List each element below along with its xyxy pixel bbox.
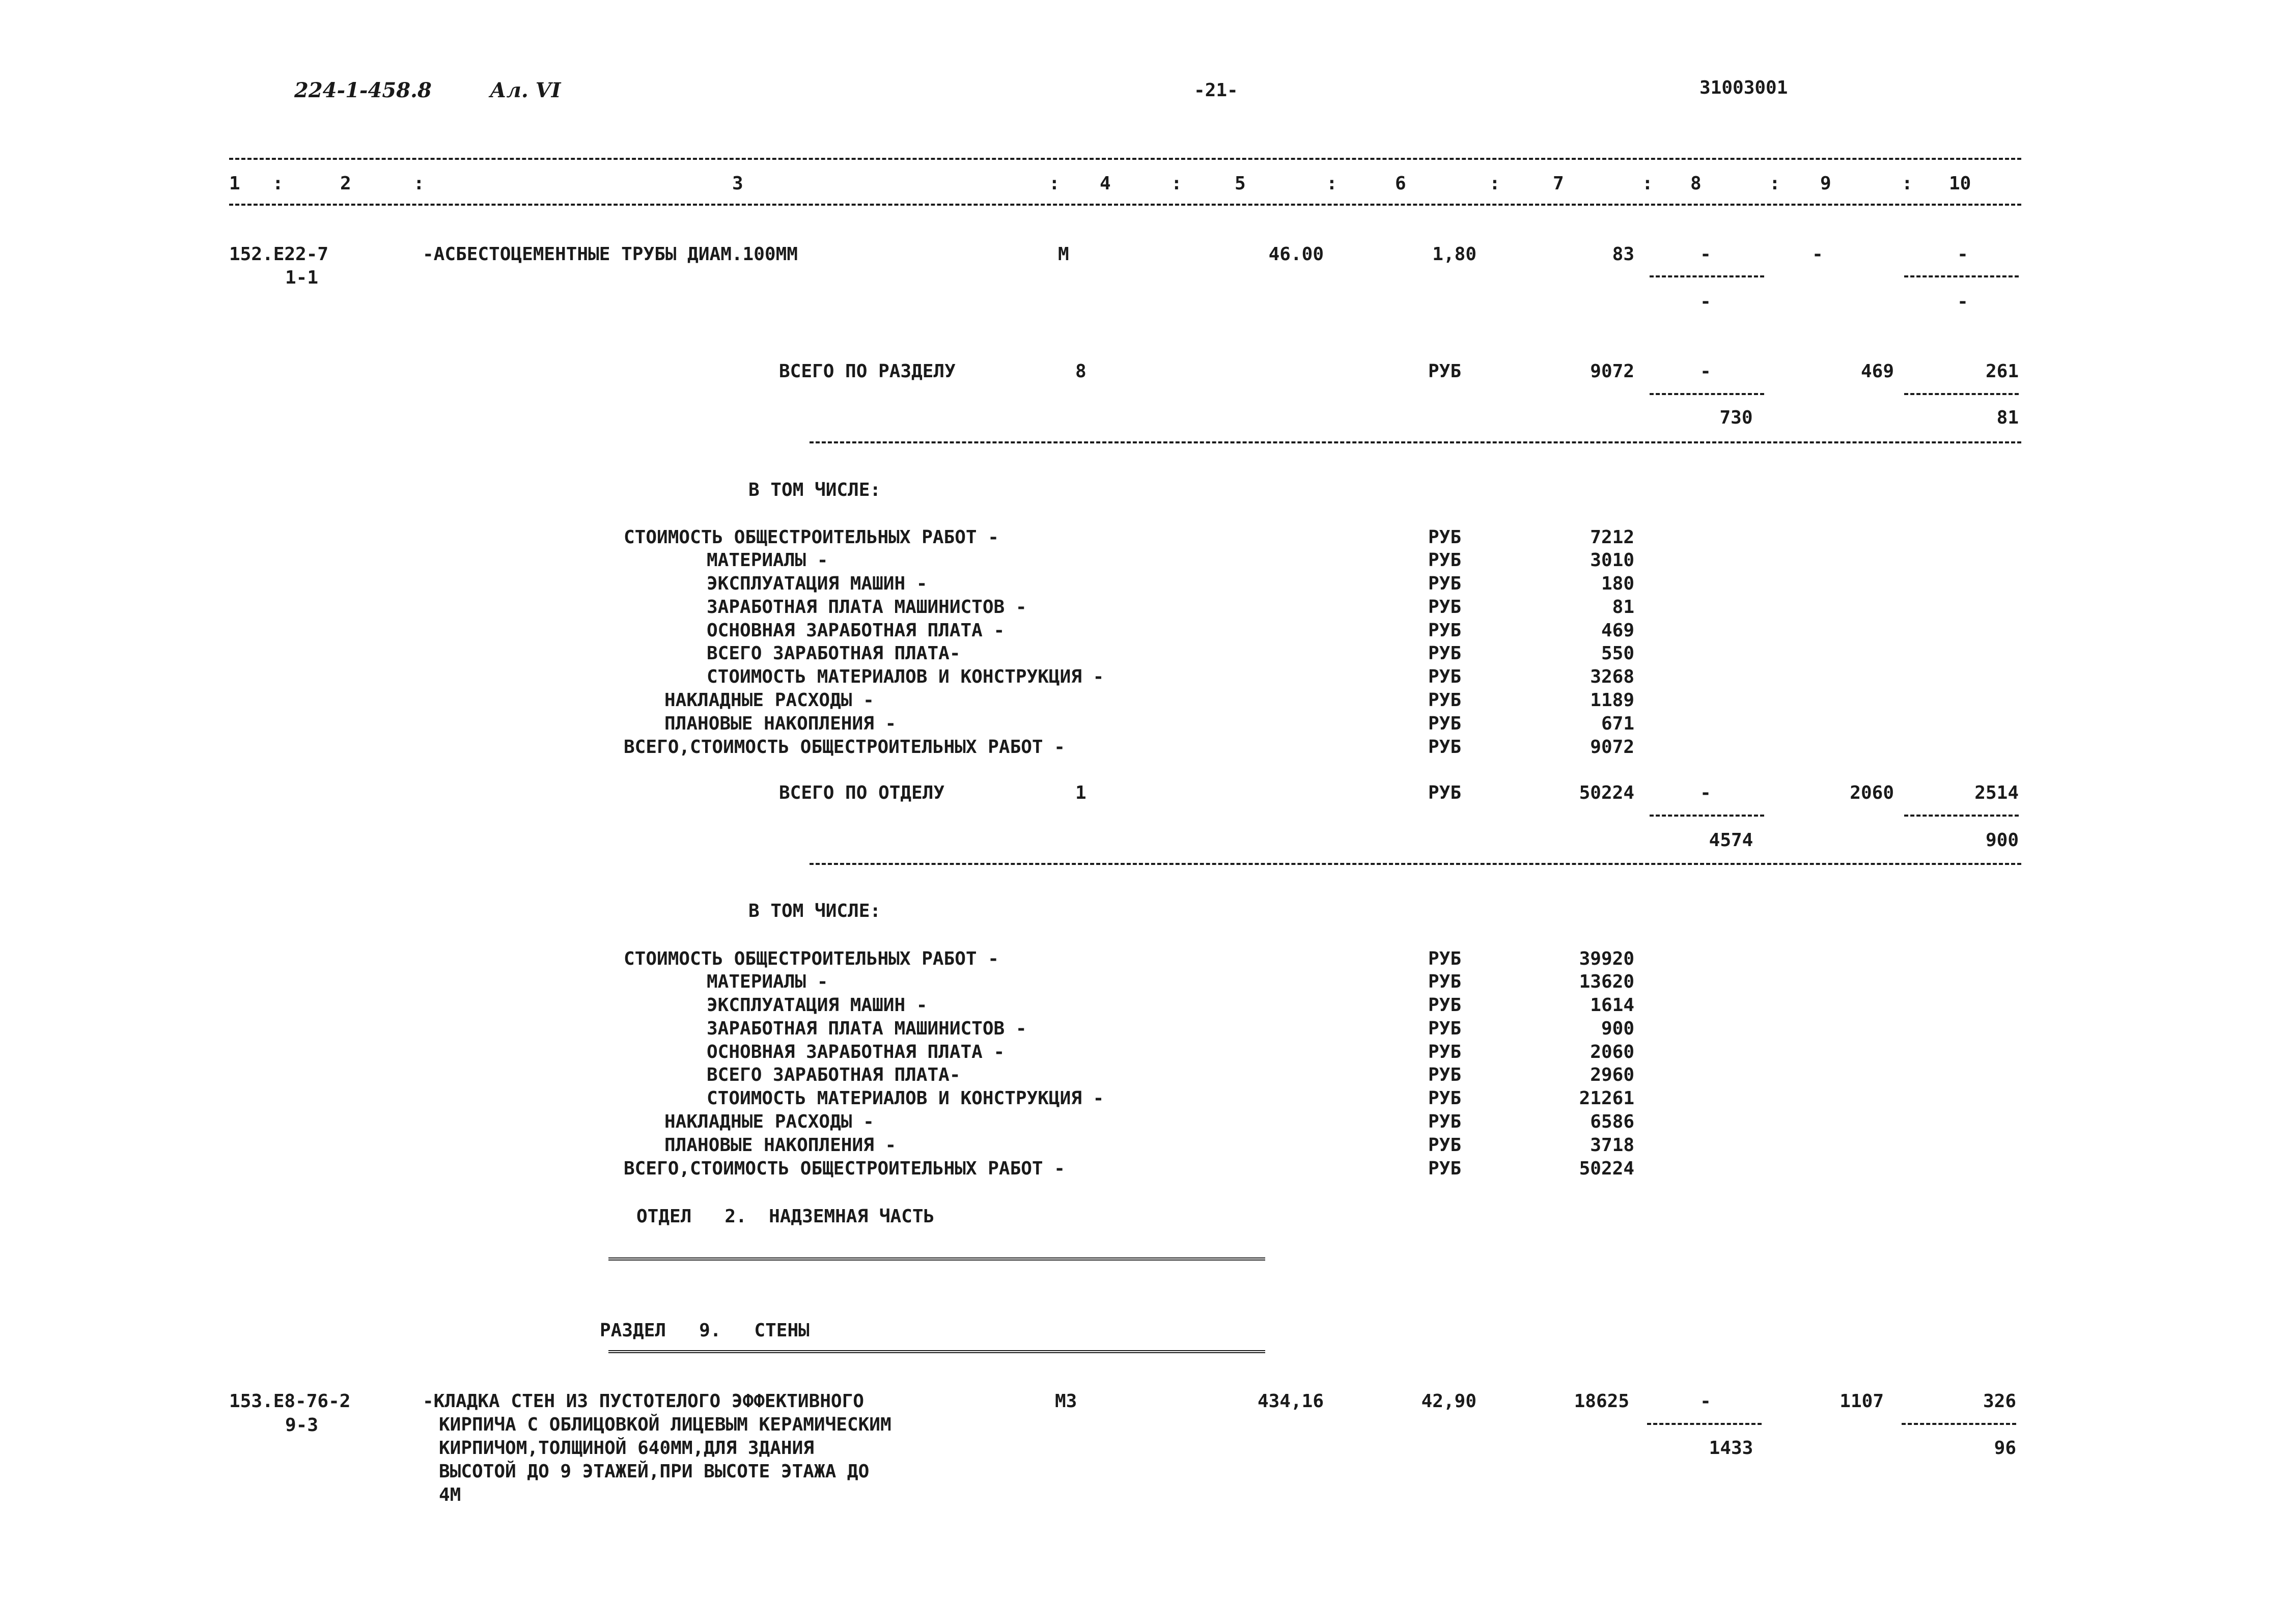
item-name-line: 4М bbox=[439, 1485, 461, 1505]
breakdown-unit: РУБ bbox=[1428, 573, 1462, 594]
breakdown-value: 9072 bbox=[1590, 737, 1634, 758]
column-separator: : bbox=[1769, 173, 1780, 194]
item-subcode: 9-3 bbox=[285, 1415, 319, 1436]
total-label: ВСЕГО ПО РАЗДЕЛУ bbox=[779, 361, 956, 382]
item-name: -АСБЕСТОЦЕМЕНТНЫЕ ТРУБЫ ДИАМ.100ММ bbox=[423, 244, 798, 265]
breakdown-value: 13620 bbox=[1579, 971, 1634, 992]
item-name-line: ВЫСОТОЙ ДО 9 ЭТАЖЕЙ,ПРИ ВЫСОТЕ ЭТАЖА ДО bbox=[439, 1461, 870, 1482]
breakdown-value: 21261 bbox=[1579, 1088, 1634, 1109]
total-number: 8 bbox=[1075, 361, 1086, 382]
breakdown-unit: РУБ bbox=[1428, 971, 1462, 992]
document-number: 31003001 bbox=[1699, 77, 1788, 98]
item-col8: - bbox=[1700, 244, 1711, 265]
total-col10-lower: 81 bbox=[1996, 407, 2019, 428]
breakdown-heading: В ТОМ ЧИСЛЕ: bbox=[748, 901, 881, 921]
item-name-line: КИРПИЧОМ,ТОЛЩИНОЙ 640ММ,ДЛЯ ЗДАНИЯ bbox=[439, 1438, 814, 1459]
breakdown-unit: РУБ bbox=[1428, 620, 1462, 641]
col10-divider bbox=[1902, 1423, 2016, 1425]
breakdown-value: 180 bbox=[1601, 573, 1634, 594]
col8-divider bbox=[1650, 815, 1764, 817]
breakdown-label: ЭКСПЛУАТАЦИЯ МАШИН - bbox=[707, 573, 928, 594]
item-name-line: КИРПИЧА С ОБЛИЦОВКОЙ ЛИЦЕВЫМ КЕРАМИЧЕСКИМ bbox=[439, 1414, 891, 1435]
breakdown-label: СТОИМОСТЬ МАТЕРИАЛОВ И КОНСТРУКЦИЯ - bbox=[707, 1088, 1104, 1109]
total-col10: 261 bbox=[1985, 361, 2019, 382]
item-total: 18625 bbox=[1574, 1391, 1629, 1412]
column-separator: : bbox=[1902, 173, 1913, 194]
breakdown-label: НАКЛАДНЫЕ РАСХОДЫ - bbox=[664, 690, 874, 711]
total-value: 50224 bbox=[1579, 782, 1634, 803]
item-col8-lower: - bbox=[1700, 291, 1711, 312]
breakdown-value: 1614 bbox=[1590, 995, 1634, 1016]
breakdown-value: 3010 bbox=[1590, 550, 1634, 571]
total-col8: - bbox=[1700, 782, 1711, 803]
page-number: -21- bbox=[1194, 80, 1238, 101]
total-col8-lower: 4574 bbox=[1709, 830, 1753, 851]
total-col9: 469 bbox=[1860, 361, 1894, 382]
breakdown-label: ВСЕГО,СТОИМОСТЬ ОБЩЕСТРОИТЕЛЬНЫХ РАБОТ - bbox=[624, 737, 1065, 758]
item-code: 153.Е8-76-2 bbox=[229, 1391, 351, 1412]
breakdown-label: ВСЕГО,СТОИМОСТЬ ОБЩЕСТРОИТЕЛЬНЫХ РАБОТ - bbox=[624, 1158, 1065, 1179]
item-col10: 326 bbox=[1983, 1391, 2016, 1412]
col10-divider bbox=[1904, 275, 2019, 277]
column-separator: : bbox=[1049, 173, 1060, 194]
column-separator: : bbox=[272, 173, 284, 194]
breakdown-unit: РУБ bbox=[1428, 1158, 1462, 1179]
breakdown-value: 3268 bbox=[1590, 666, 1634, 687]
header-rule-top bbox=[229, 158, 2021, 160]
document-code: 224-1-458.8 bbox=[294, 78, 432, 102]
item-col8: - bbox=[1700, 1391, 1711, 1412]
breakdown-unit: РУБ bbox=[1428, 1135, 1462, 1156]
column-separator: : bbox=[1642, 173, 1653, 194]
breakdown-label: ОСНОВНАЯ ЗАРАБОТНАЯ ПЛАТА - bbox=[707, 620, 1005, 641]
breakdown-value: 6586 bbox=[1590, 1111, 1634, 1132]
section-rule bbox=[810, 863, 2021, 865]
breakdown-value: 39920 bbox=[1579, 948, 1634, 969]
breakdown-label: МАТЕРИАЛЫ - bbox=[707, 550, 828, 571]
breakdown-heading: В ТОМ ЧИСЛЕ: bbox=[748, 480, 881, 500]
breakdown-label: ЭКСПЛУАТАЦИЯ МАШИН - bbox=[707, 995, 928, 1016]
total-number: 1 bbox=[1075, 782, 1086, 803]
column-header: 5 bbox=[1235, 173, 1246, 194]
breakdown-unit: РУБ bbox=[1428, 690, 1462, 711]
col8-divider bbox=[1650, 275, 1764, 277]
breakdown-value: 3718 bbox=[1590, 1135, 1634, 1156]
total-unit: РУБ bbox=[1428, 782, 1462, 803]
header-rule-bottom bbox=[229, 204, 2021, 206]
item-quantity: 46.00 bbox=[1268, 244, 1324, 265]
column-header: 7 bbox=[1553, 173, 1564, 194]
col10-divider bbox=[1904, 815, 2019, 817]
column-header: 8 bbox=[1690, 173, 1702, 194]
breakdown-label: ПЛАНОВЫЕ НАКОПЛЕНИЯ - bbox=[664, 1135, 897, 1156]
column-header: 10 bbox=[1949, 173, 1971, 194]
column-header: 6 bbox=[1395, 173, 1406, 194]
breakdown-unit: РУБ bbox=[1428, 597, 1462, 618]
album-number: Ал. VI bbox=[490, 78, 561, 102]
razdel-rule bbox=[608, 1350, 1265, 1353]
column-separator: : bbox=[1489, 173, 1500, 194]
breakdown-label: СТОИМОСТЬ ОБЩЕСТРОИТЕЛЬНЫХ РАБОТ - bbox=[624, 948, 999, 969]
breakdown-label: ОСНОВНАЯ ЗАРАБОТНАЯ ПЛАТА - bbox=[707, 1042, 1005, 1062]
total-col10-lower: 900 bbox=[1985, 830, 2019, 851]
breakdown-unit: РУБ bbox=[1428, 1111, 1462, 1132]
breakdown-unit: РУБ bbox=[1428, 666, 1462, 687]
col10-divider bbox=[1904, 393, 2019, 395]
total-label: ВСЕГО ПО ОТДЕЛУ bbox=[779, 782, 945, 803]
breakdown-label: ЗАРАБОТНАЯ ПЛАТА МАШИНИСТОВ - bbox=[707, 1018, 1027, 1039]
col8-divider bbox=[1647, 1423, 1762, 1425]
column-header: 9 bbox=[1820, 173, 1831, 194]
item-col10-lower: - bbox=[1957, 291, 1968, 312]
breakdown-value: 2960 bbox=[1590, 1065, 1634, 1085]
breakdown-unit: РУБ bbox=[1428, 737, 1462, 758]
item-quantity: 434,16 bbox=[1257, 1391, 1324, 1412]
breakdown-value: 2060 bbox=[1590, 1042, 1634, 1062]
item-col9: 1107 bbox=[1840, 1391, 1884, 1412]
total-col10: 2514 bbox=[1974, 782, 2019, 803]
item-unit-price: 42,90 bbox=[1421, 1391, 1476, 1412]
breakdown-value: 50224 bbox=[1579, 1158, 1634, 1179]
item-col10: - bbox=[1957, 244, 1968, 265]
otdel-heading: ОТДЕЛ 2. НАДЗЕМНАЯ ЧАСТЬ bbox=[636, 1206, 935, 1227]
breakdown-unit: РУБ bbox=[1428, 1088, 1462, 1109]
breakdown-label: ПЛАНОВЫЕ НАКОПЛЕНИЯ - bbox=[664, 713, 897, 734]
section-rule bbox=[810, 441, 2021, 443]
item-total: 83 bbox=[1612, 244, 1634, 265]
column-header: 4 bbox=[1100, 173, 1111, 194]
total-col9: 2060 bbox=[1850, 782, 1894, 803]
razdel-heading: РАЗДЕЛ 9. СТЕНЫ bbox=[600, 1320, 810, 1341]
item-subcode: 1-1 bbox=[285, 267, 319, 288]
breakdown-unit: РУБ bbox=[1428, 713, 1462, 734]
total-unit: РУБ bbox=[1428, 361, 1462, 382]
breakdown-label: СТОИМОСТЬ МАТЕРИАЛОВ И КОНСТРУКЦИЯ - bbox=[707, 666, 1104, 687]
breakdown-value: 671 bbox=[1601, 713, 1634, 734]
column-header: 3 bbox=[732, 173, 743, 194]
breakdown-value: 81 bbox=[1612, 597, 1634, 618]
item-unit: М bbox=[1058, 244, 1069, 265]
item-unit: М3 bbox=[1055, 1391, 1077, 1412]
breakdown-unit: РУБ bbox=[1428, 550, 1462, 571]
col8-divider bbox=[1650, 393, 1764, 395]
breakdown-unit: РУБ bbox=[1428, 1065, 1462, 1085]
item-col8-lower: 1433 bbox=[1709, 1438, 1753, 1459]
item-col9: - bbox=[1812, 244, 1823, 265]
item-code: 152.Е22-7 bbox=[229, 244, 329, 265]
total-col8: - bbox=[1700, 361, 1711, 382]
breakdown-label: ВСЕГО ЗАРАБОТНАЯ ПЛАТА- bbox=[707, 1065, 961, 1085]
column-header: 1 bbox=[229, 173, 240, 194]
column-header: 2 bbox=[340, 173, 351, 194]
breakdown-unit: РУБ bbox=[1428, 1018, 1462, 1039]
breakdown-label: ВСЕГО ЗАРАБОТНАЯ ПЛАТА- bbox=[707, 643, 961, 664]
breakdown-unit: РУБ bbox=[1428, 527, 1462, 548]
column-separator: : bbox=[1171, 173, 1182, 194]
item-col10-lower: 96 bbox=[1994, 1438, 2016, 1459]
otdel-rule bbox=[608, 1257, 1265, 1261]
breakdown-value: 469 bbox=[1601, 620, 1634, 641]
breakdown-value: 7212 bbox=[1590, 527, 1634, 548]
breakdown-label: ЗАРАБОТНАЯ ПЛАТА МАШИНИСТОВ - bbox=[707, 597, 1027, 618]
breakdown-unit: РУБ bbox=[1428, 948, 1462, 969]
breakdown-unit: РУБ bbox=[1428, 643, 1462, 664]
column-separator: : bbox=[1326, 173, 1337, 194]
item-name-line: -КЛАДКА СТЕН ИЗ ПУСТОТЕЛОГО ЭФФЕКТИВНОГО bbox=[423, 1391, 864, 1412]
breakdown-unit: РУБ bbox=[1428, 1042, 1462, 1062]
breakdown-label: СТОИМОСТЬ ОБЩЕСТРОИТЕЛЬНЫХ РАБОТ - bbox=[624, 527, 999, 548]
column-separator: : bbox=[413, 173, 425, 194]
item-unit-price: 1,80 bbox=[1432, 244, 1476, 265]
breakdown-unit: РУБ bbox=[1428, 995, 1462, 1016]
breakdown-value: 550 bbox=[1601, 643, 1634, 664]
breakdown-label: МАТЕРИАЛЫ - bbox=[707, 971, 828, 992]
total-value: 9072 bbox=[1590, 361, 1634, 382]
breakdown-value: 1189 bbox=[1590, 690, 1634, 711]
total-col8-lower: 730 bbox=[1719, 407, 1753, 428]
breakdown-label: НАКЛАДНЫЕ РАСХОДЫ - bbox=[664, 1111, 874, 1132]
breakdown-value: 900 bbox=[1601, 1018, 1634, 1039]
